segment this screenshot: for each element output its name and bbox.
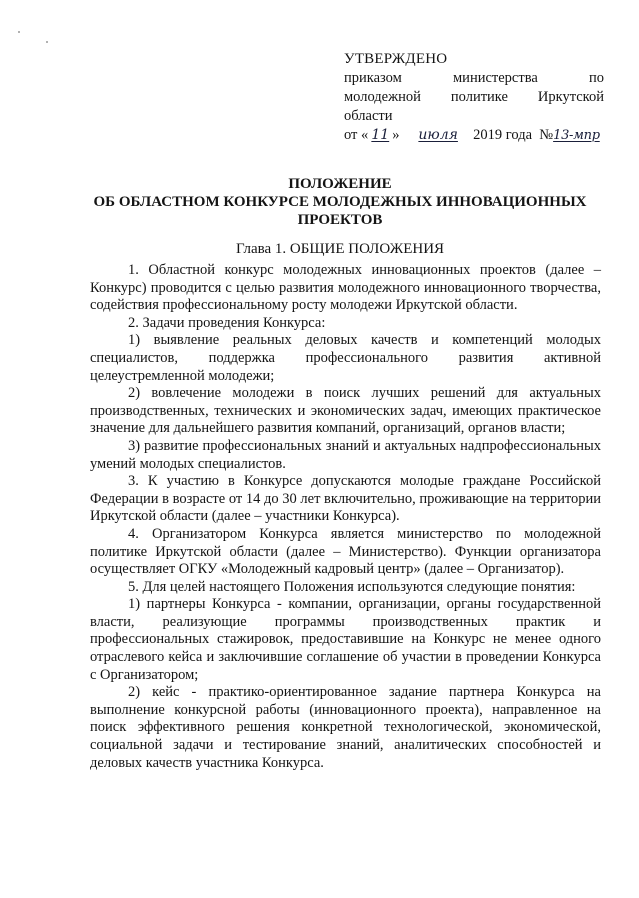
paragraph: 1) партнеры Конкурса - компании, организации, органы государственной власти, реализующие программы производственных практик и профессиональных стажировок, предоставившие на Конкурс не менее одного отраслевого кейса и заключившие соглашение об участии в проведении Конкурса с Организатором; [90, 596, 601, 683]
date-quote: » [392, 127, 400, 143]
approval-line: молодежной политике Иркутской [344, 89, 604, 105]
handwritten-day: 11 [371, 127, 390, 143]
handwritten-order-number: 13-мпр [553, 128, 600, 143]
number-sign: № [539, 127, 554, 143]
approval-block [344, 50, 604, 145]
scan-speck [46, 41, 48, 43]
paragraph: 2. Задачи проведения Конкурса: [128, 314, 326, 331]
document-body [90, 262, 601, 772]
approval-heading: УТВЕРЖДЕНО [344, 51, 448, 67]
title-line: ПОЛОЖЕНИЕ [288, 176, 392, 192]
paragraph: 4. Организатором Конкурса является министерство по молодежной политике Иркутской области (далее – Министерство). Функции организатора осуществляет ОГКУ «Молодежный кадровый центр» (далее – Организатор). [90, 525, 601, 578]
paragraph: 1) выявление реальных деловых качеств и компетенций молодых специалистов, поддержка профессионального развития активной целеустремленной молодежи; [90, 332, 601, 384]
approval-line: области [344, 108, 393, 124]
paragraph: 2) кейс - практико-ориентированное задание партнера Конкурса на выполнение конкурсной работы (инновационного проекта), направленное на поиск эффективного решения конкретной технологической, экономической, социальной задачи и тестирование знаний, аналитических способностей и деловых качеств участника Конкурса. [90, 684, 601, 771]
document-title [90, 175, 590, 229]
chapter-heading: Глава 1. ОБЩИЕ ПОЛОЖЕНИЯ [235, 241, 445, 257]
approval-line: приказом министерства по [344, 70, 604, 86]
date-year: 2019 года [473, 127, 533, 143]
paragraph: 3. К участию в Конкурсе допускаются молодые граждане Российской Федерации в возрасте от 14 до 30 лет включительно, проживающие на территории Иркутской области (далее – участники Конкурса). [90, 473, 601, 525]
handwritten-month: июля [418, 127, 458, 143]
scan-speck [18, 31, 20, 33]
paragraph: 3) развитие профессиональных знаний и актуальных надпрофессиональных умений молодых специалистов. [90, 437, 601, 472]
title-line: ПРОЕКТОВ [297, 212, 383, 228]
date-prefix: от « [344, 127, 369, 143]
paragraph: 2) вовлечение молодежи в поиск лучших решений для актуальных производственных, технических и экономических задач, имеющих практическое значение для дальнейшего развития компаний, организаций, органов власти; [90, 385, 601, 437]
paragraph: 5. Для целей настоящего Положения используются следующие понятия: [128, 578, 576, 595]
paragraph: 1. Областной конкурс молодежных инновационных проектов (далее – Конкурс) проводится с целью развития молодежного инновационного творчества, содействия профессиональному росту молодежи Иркутской области. [90, 262, 601, 314]
approval-date-line [344, 126, 604, 145]
title-line: ОБ ОБЛАСТНОМ КОНКУРСЕ МОЛОДЕЖНЫХ ИННОВАЦИОННЫХ [93, 194, 587, 210]
